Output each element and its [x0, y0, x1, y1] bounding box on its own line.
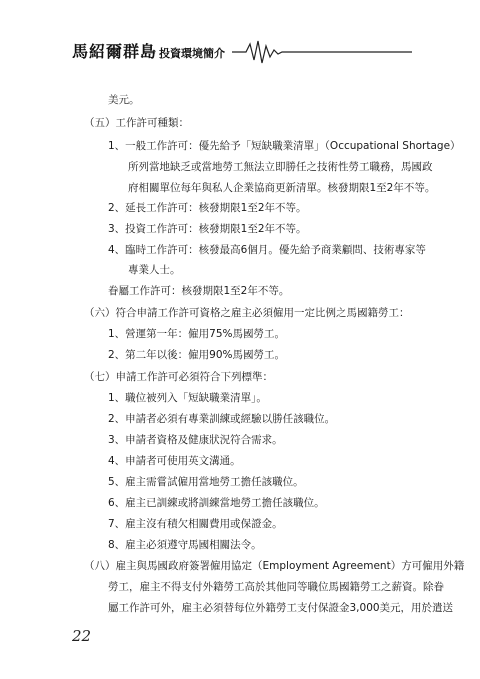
list-item: 3、投資工作許可：核發期限1至2年不等。 [108, 223, 307, 235]
list-item: 4、申請者可使用英文溝通。 [108, 455, 241, 467]
text-line: 眷屬工作許可：核發期限1至2年不等。 [108, 285, 290, 297]
list-item: 5、雇主需嘗試僱用當地勞工擔任該職位。 [108, 476, 304, 488]
list-item: 2、延長工作許可：核發期限1至2年不等。 [108, 202, 307, 214]
text-line: 屬工作許可外，雇主必須替每位外籍勞工支付保證金3,000美元，用於遣送 [108, 602, 454, 614]
list-item: 3、申請者資格及健康狀況符合需求。 [108, 434, 283, 446]
list-item: 2、申請者必須有專業訓練或經驗以勝任該職位。 [108, 413, 336, 425]
list-item: 6、雇主已訓練或將訓練當地勞工擔任該職位。 [108, 497, 325, 509]
section-heading: （五）工作許可種類： [84, 117, 189, 129]
section-heading: （六）符合申請工作許可資格之雇主必須僱用一定比例之馬國籍勞工： [84, 307, 410, 319]
text-line: 美元。 [108, 94, 140, 106]
text-line: 勞工，雇主不得支付外籍勞工高於其他同等職位馬國籍勞工之薪資。除眷 [108, 581, 444, 593]
text-line: 所列當地缺乏或當地勞工無法立即勝任之技術性勞工職務，馬國政 [128, 161, 433, 173]
header-title-main: 馬紹爾群島 [72, 42, 158, 61]
text-line: 專業人士。 [128, 264, 181, 276]
list-item: 1、職位被列入「短缺職業清單」。 [108, 392, 267, 404]
section-heading: （七）申請工作許可必須符合下列標準： [84, 371, 273, 383]
list-item: 1、一般工作許可：優先給予「短缺職業清單」（Occupational Shortage） [108, 140, 461, 152]
list-item: 4、臨時工作許可：核發最高6個月。優先給予商業顧問、技術專家等 [108, 244, 426, 256]
list-item: 1、營運第一年：僱用75%馬國勞工。 [108, 328, 286, 340]
list-item: 8、雇主必須遵守馬國相關法令。 [108, 539, 262, 551]
list-item: 7、雇主沒有積欠相關費用或保證金。 [108, 518, 283, 530]
header-subtitle: 投資環境簡介 [159, 47, 226, 60]
section-heading: （八）雇主與馬國政府簽署僱用協定（Employment Agreement）方可僱用外籍 [84, 560, 465, 572]
page-number: 22 [72, 627, 92, 645]
text-line: 府相關單位每年與私人企業協商更新清單。核發期限1至2年不等。 [128, 182, 436, 194]
list-item: 2、第二年以後：僱用90%馬國勞工。 [108, 349, 286, 361]
